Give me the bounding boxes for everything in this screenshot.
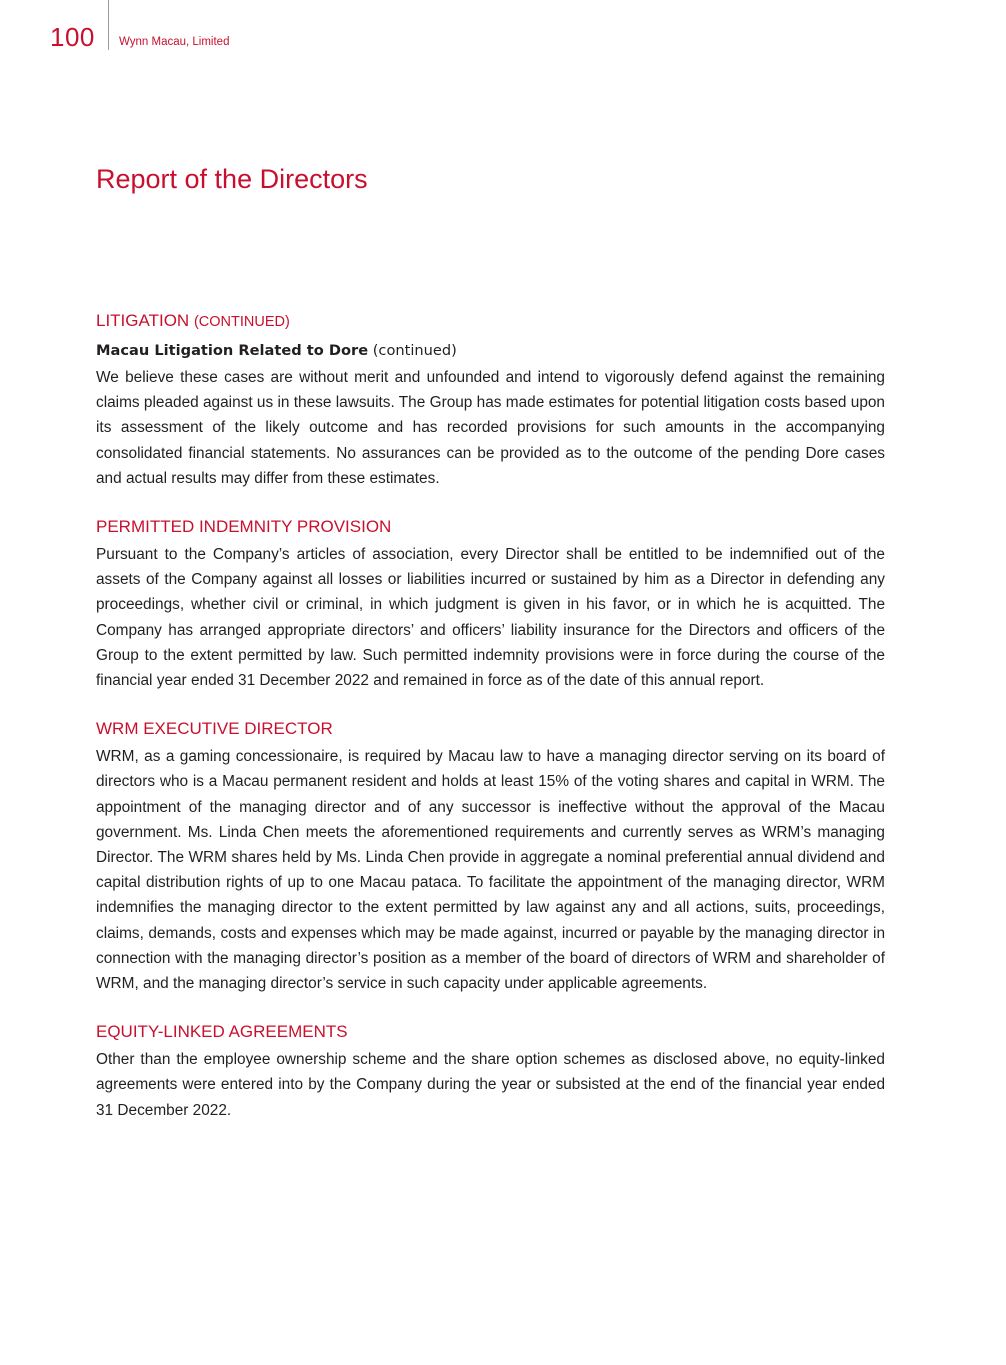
- sub-heading-dore: [96, 340, 885, 362]
- section-wrm: [96, 717, 885, 996]
- paragraph-wrm: WRM, as a gaming concessionaire, is required by Macau law to have a managing director serving on its board of directors who is a Macau permanent resident and holds at least 15% of the voting shares and capital in WRM. The appointment of the managing director and of any successor is ineffective without the approval of the Macau government. Ms. Linda Chen meets the aforementioned requirements and currently serves as WRM’s managing Director. The WRM shares held by Ms. Linda Chen provide in aggregate a nominal preferential annual dividend and capital distribution rights of up to one Macau pataca. To facilitate the appointment of the managing director, WRM indemnifies the managing director to the extent permitted by law against any and all actions, suits, proceedings, claims, demands, costs and expenses which may be made against, incurred or payable by the managing director in connection with the managing director’s position as a member of the board of directors of WRM and shareholder of WRM, and the managing director’s service in such capacity under applicable agreements.: [96, 748, 885, 993]
- section-heading-wrm: WRM EXECUTIVE DIRECTOR: [96, 719, 333, 739]
- sub-heading-bold: Macau Litigation Related to Dore: [96, 342, 369, 359]
- section-indemnity: [96, 515, 885, 693]
- heading-text: LITIGATION: [96, 311, 190, 330]
- sub-heading-suffix: (continued): [372, 342, 457, 359]
- company-name: Wynn Macau, Limited: [119, 36, 230, 48]
- paragraph-indemnity: Pursuant to the Company’s articles of association, every Director shall be entitled to be indemnified out of the assets of the Company against all losses or liabilities incurred or sustained by him as a Director in defending any proceedings, whether civil or criminal, in which judgment is given in his favor, or in which he is acquitted. The Company has arranged appropriate directors’ and officers’ liability insurance for the Directors and officers of the Group to the extent permitted by law. Such permitted indemnity provisions were in force during the course of the financial year ended 31 December 2022 and remained in force as of the date of this annual report.: [96, 546, 885, 690]
- paragraph-equity: Other than the employee ownership scheme and the share option schemes as disclosed above, no equity-linked agreements were entered into by the Company during the year or subsisted at the end of the financial year ended 31 December 2022.: [96, 1051, 885, 1119]
- section-litigation: [96, 309, 885, 491]
- section-heading-indemnity: PERMITTED INDEMNITY PROVISION: [96, 517, 392, 537]
- heading-suffix: (CONTINUED): [193, 314, 290, 330]
- content: [96, 309, 885, 1147]
- section-heading-equity: EQUITY-LINKED AGREEMENTS: [96, 1022, 348, 1042]
- page-number: 100: [50, 22, 95, 52]
- paragraph-litigation: We believe these cases are without merit and unfounded and intend to vigorously defend against the remaining claims pleaded against us in these lawsuits. The Group has made estimates for potential litigation costs based upon its assessment of the likely outcome and has recorded provisions for such amounts in the accompanying consolidated financial statements. No assurances can be provided as to the outcome of the pending Dore cases and actual results may differ from these estimates.: [96, 369, 885, 487]
- section-heading-litigation: [96, 309, 885, 334]
- section-equity: [96, 1020, 885, 1123]
- report-title: Report of the Directors: [96, 164, 368, 194]
- header-divider: [108, 0, 109, 50]
